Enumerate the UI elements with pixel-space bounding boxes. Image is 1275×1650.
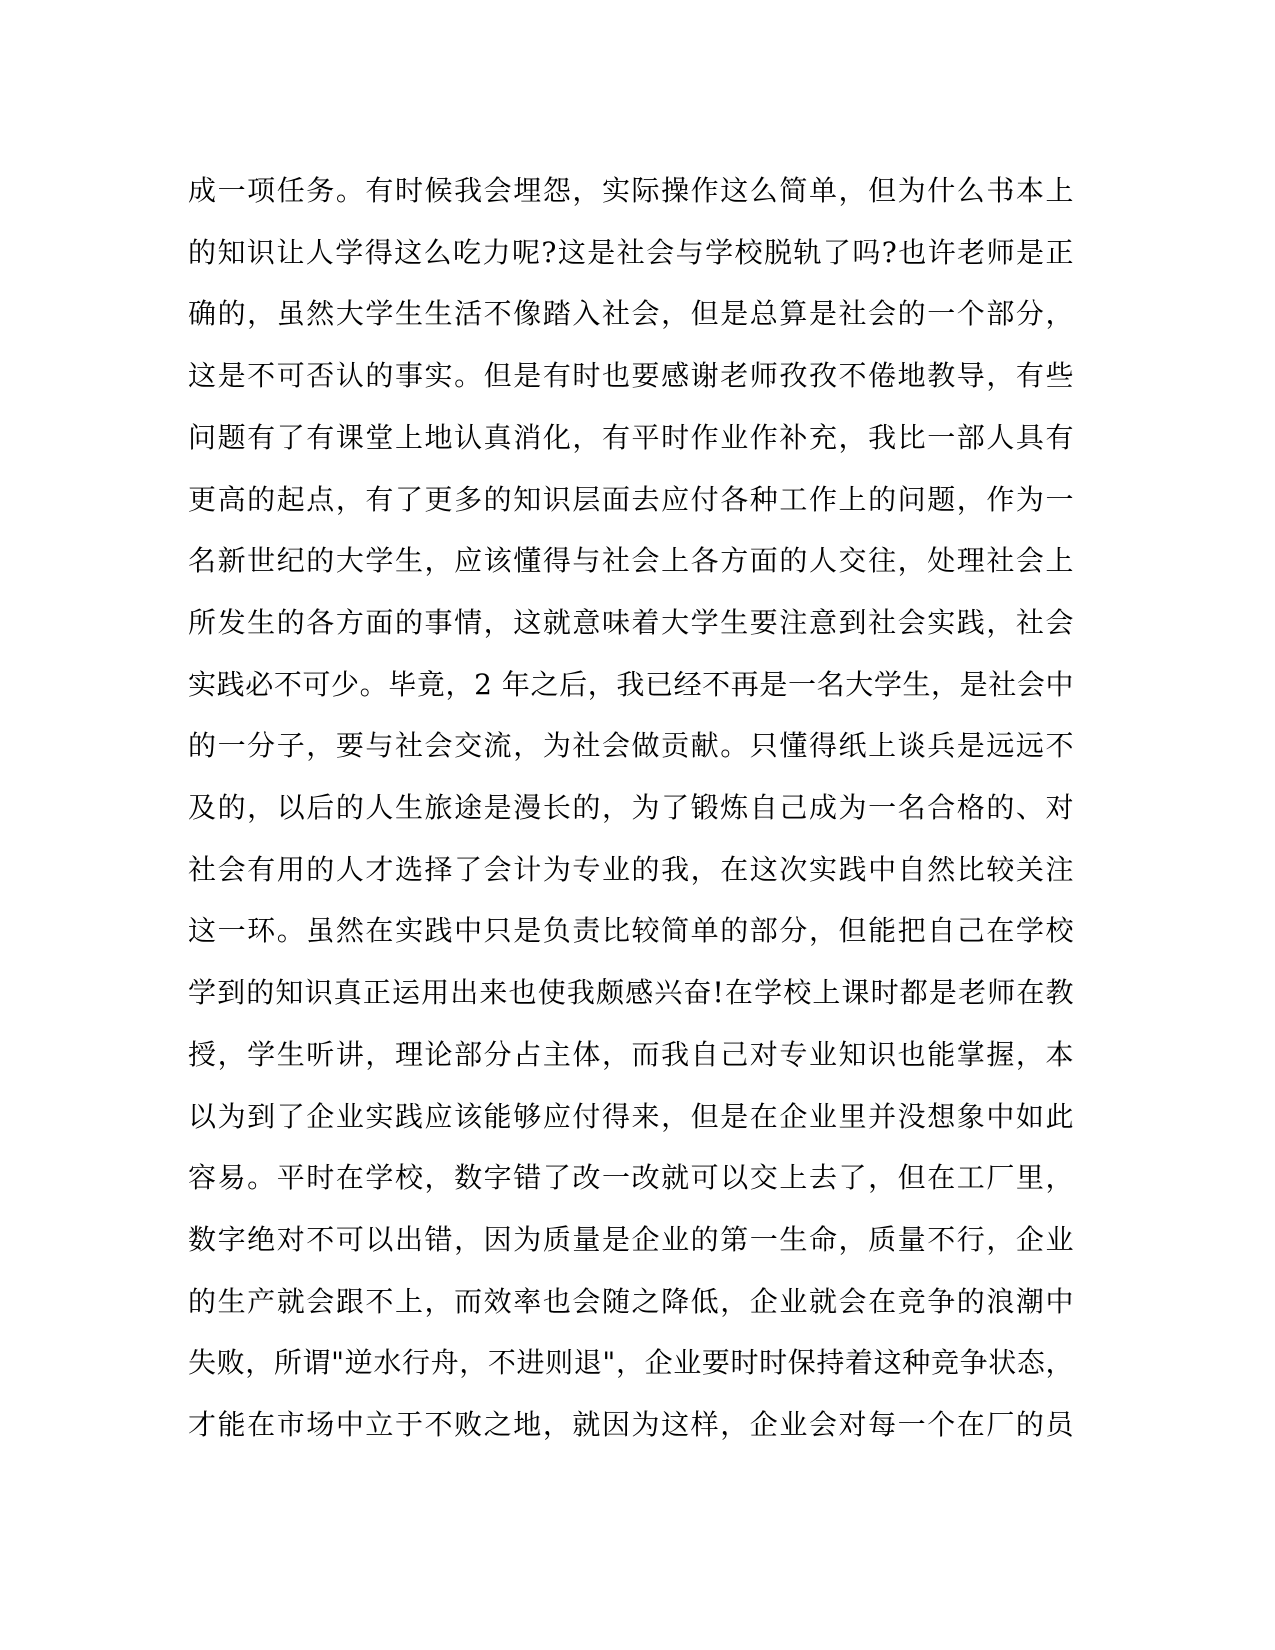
paragraph-line: 这是不可否认的事实。但是有时也要感谢老师孜孜不倦地教导，有些: [188, 359, 1074, 393]
paragraph-line: 问题有了有课堂上地认真消化，有平时作业作补充，我比一部人具有: [188, 420, 1074, 454]
paragraph-line: 及的，以后的人生旅途是漫长的，为了锻炼自己成为一名合格的、对: [188, 791, 1074, 825]
paragraph-line: 的生产就会跟不上，而效率也会随之降低，企业就会在竞争的浪潮中: [188, 1284, 1074, 1318]
paragraph-line: 实践必不可少。毕竟，2 年之后，我已经不再是一名大学生，是社会中: [188, 667, 1074, 701]
paragraph-line: 数字绝对不可以出错，因为质量是企业的第一生命，质量不行，企业: [188, 1222, 1074, 1256]
paragraph-line: 授，学生听讲，理论部分占主体，而我自己对专业知识也能掌握，本: [188, 1037, 1074, 1071]
paragraph-line: 学到的知识真正运用出来也使我颇感兴奋!在学校上课时都是老师在教: [188, 976, 1074, 1010]
paragraph-line: 才能在市场中立于不败之地，就因为这样，企业会对每一个在厂的员: [188, 1408, 1074, 1442]
paragraph-line: 这一环。虽然在实践中只是负责比较简单的部分，但能把自己在学校: [188, 914, 1074, 948]
paragraph-line: 失败，所谓"逆水行舟，不进则退"，企业要时时保持着这种竞争状态，: [188, 1346, 1074, 1380]
paragraph-line: 确的，虽然大学生生活不像踏入社会，但是总算是社会的一个部分，: [188, 297, 1074, 331]
paragraph-line: 容易。平时在学校，数字错了改一改就可以交上去了，但在工厂里，: [188, 1161, 1074, 1195]
body-paragraph: [188, 160, 1074, 1456]
paragraph-line: 名新世纪的大学生，应该懂得与社会上各方面的人交往，处理社会上: [188, 544, 1074, 578]
paragraph-line: 更高的起点，有了更多的知识层面去应付各种工作上的问题，作为一: [188, 482, 1074, 516]
paragraph-line: 成一项任务。有时候我会埋怨，实际操作这么简单，但为什么书本上: [188, 174, 1074, 207]
paragraph-line: 以为到了企业实践应该能够应付得来，但是在企业里并没想象中如此: [188, 1099, 1074, 1133]
paragraph-line: 的知识让人学得这么吃力呢?这是社会与学校脱轨了吗?也许老师是正: [188, 235, 1074, 269]
paragraph-line: 所发生的各方面的事情，这就意味着大学生要注意到社会实践，社会: [188, 605, 1074, 639]
paragraph-line: 社会有用的人才选择了会计为专业的我，在这次实践中自然比较关注: [188, 852, 1074, 886]
paragraph-line: 的一分子，要与社会交流，为社会做贡献。只懂得纸上谈兵是远远不: [188, 729, 1074, 763]
